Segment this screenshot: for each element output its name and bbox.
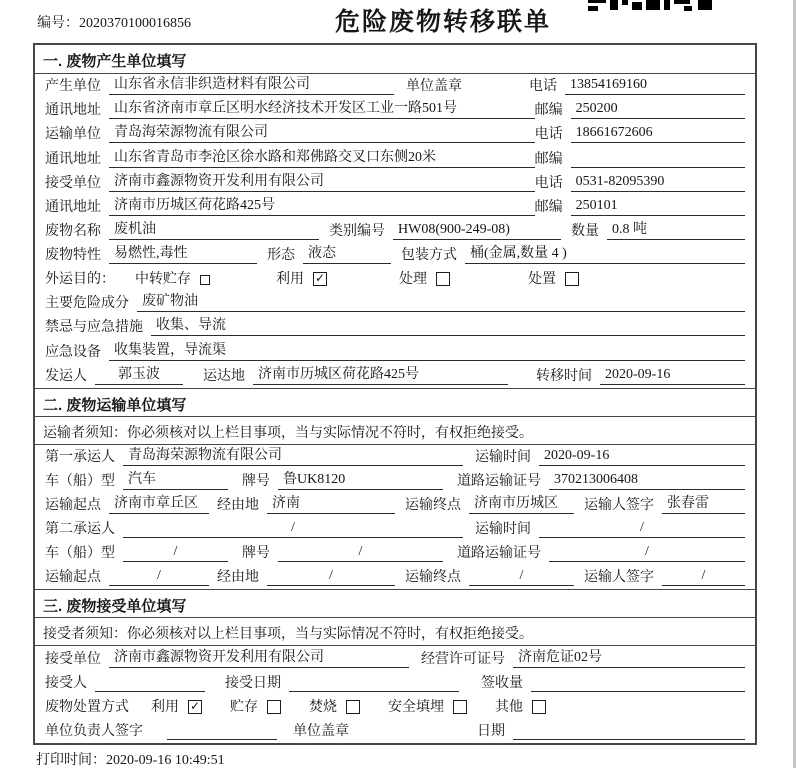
carrier2-signature-label: 运输人签字 (584, 570, 654, 586)
responsible-signature-value (167, 720, 277, 740)
disposal-option-label: 安全填埋 (388, 699, 444, 715)
producer-unit-value: 山东省永信非织造材料有限公司 (109, 75, 394, 95)
acceptor-value (95, 672, 205, 692)
license-label: 经营许可证号 (421, 651, 505, 667)
receiver-unit-value: 济南市鑫源物资开发利用有限公司 (109, 172, 535, 192)
checkbox-disposal-other (532, 700, 546, 714)
road-permit-label: 道路运输证号 (457, 473, 541, 489)
row-taboo-measures (35, 315, 755, 339)
row-acceptor (35, 671, 755, 695)
waste-name-label: 废物名称 (45, 223, 101, 239)
row-second-carrier (35, 517, 755, 541)
print-time-value: 2020-09-16 10:49:51 (106, 753, 225, 768)
responsible-signature-label: 单位负责人签字 (45, 723, 143, 739)
checkbox-disposal-landfill (453, 700, 467, 714)
section2-header: 二. 废物运输单位填写 (35, 388, 755, 417)
waste-traits-label: 废物特性 (45, 248, 101, 263)
producer-unit-label: 产生单位 (45, 79, 101, 95)
serial-label: 编号： (37, 16, 79, 31)
transport-time2-value: / (539, 518, 745, 538)
receiver-address-value: 济南市历城区荷花路425号 (109, 196, 535, 216)
row-waste-traits (35, 243, 755, 267)
receiver-address-label: 通讯地址 (45, 199, 101, 215)
transport-unit-label: 运输单位 (45, 127, 101, 143)
disposal-option-label: 贮存 (230, 699, 258, 715)
transport-time2-label: 运输时间 (475, 522, 531, 538)
sign-date-label: 日期 (477, 723, 505, 739)
receiver-zip-value: 250101 (571, 196, 745, 216)
second-carrier-value: / (123, 518, 463, 538)
plate-label: 牌号 (242, 473, 270, 489)
row-main-hazard (35, 291, 755, 315)
route2-via-label: 经由地 (217, 570, 259, 586)
disposal-option-other (495, 696, 546, 716)
vehicle-type-value: 汽车 (123, 470, 228, 490)
quantity-value: 0.8 吨 (607, 220, 745, 240)
producer-address-value: 山东省济南市章丘区明水经济技术开发区工业一路501号 (109, 99, 535, 119)
receiver-phone-value: 0531-82095390 (571, 172, 745, 192)
vehicle-type2-value: / (123, 542, 228, 562)
disposal-option-label: 其他 (495, 699, 523, 715)
purpose-option-label: 中转贮存 (135, 272, 191, 288)
transfer-time-label: 转移时间 (536, 368, 592, 384)
carrier-signature-label: 运输人签字 (584, 498, 654, 513)
waste-traits-value: 易燃性,毒性 (109, 244, 257, 264)
transport-address-value: 山东省青岛市李沧区徐水路和郑佛路交叉口东侧20米 (109, 148, 535, 168)
route-end-label: 运输终点 (405, 498, 461, 513)
receiver-phone-label: 电话 (534, 175, 563, 191)
checkbox-disposal-store (267, 700, 281, 714)
license-value: 济南危证02号 (513, 648, 745, 668)
unit-seal2-label: 单位盖章 (293, 723, 349, 739)
dispatcher-value: 郭玉波 (95, 365, 183, 385)
producer-phone-value: 13854169160 (565, 75, 745, 95)
main-hazard-label: 主要危险成分 (45, 296, 129, 312)
section3-header: 三. 废物接受单位填写 (35, 589, 755, 618)
sign-date-value (513, 720, 745, 740)
producer-phone-label: 电话 (529, 79, 557, 95)
purpose-option-label: 利用 (276, 272, 304, 288)
transporter-notice: 运输者须知：你必须核对以上栏目事项，当与实际情况不符时，有权拒绝接受。 (35, 417, 755, 445)
row-responsible-signature (35, 719, 755, 743)
main-hazard-value: 废矿物油 (137, 292, 745, 312)
plate-value: 鲁UK8120 (278, 470, 443, 490)
receiver-unit-label: 接受单位 (45, 175, 101, 191)
transport-time-value: 2020-09-16 (539, 446, 745, 466)
row-receiver-unit (35, 171, 755, 195)
checkbox-treat (436, 272, 450, 286)
accept-date-value (289, 672, 459, 692)
unit-seal-label: 单位盖章 (406, 79, 462, 95)
signed-quantity-label: 签收量 (481, 675, 523, 691)
purpose-option-label: 处置 (528, 272, 556, 288)
outbound-purpose-label: 外运目的： (45, 272, 115, 288)
producer-zip-value: 250200 (571, 99, 745, 119)
category-code-value: HW08(900-249-08) (393, 220, 561, 240)
producer-zip-label: 邮编 (534, 103, 563, 119)
qr-code-fragment (588, 0, 714, 12)
accepting-unit-label: 接受单位 (45, 651, 101, 667)
second-carrier-label: 第二承运人 (45, 522, 115, 538)
print-time (36, 749, 225, 768)
emergency-equipment-value: 收集装置，导流渠 (109, 341, 745, 361)
accept-date-label: 接受日期 (225, 675, 281, 691)
waste-form-label: 形态 (267, 248, 295, 263)
receiver-notice: 接受者须知：你必须核对以上栏目事项，当与实际情况不符时，有权拒绝接受。 (35, 618, 755, 646)
row-emergency-equipment (35, 339, 755, 363)
checkbox-transfer-storage (200, 275, 210, 285)
checkbox-dispose (565, 272, 579, 286)
route2-end-label: 运输终点 (405, 570, 461, 586)
purpose-option-label: 处理 (399, 272, 427, 288)
packaging-value: 桶(金属,数量 4 ) (465, 244, 745, 264)
checkbox-disposal-utilize: ✓ (189, 698, 201, 713)
disposal-option-incinerate (309, 696, 360, 716)
page-title: 危险废物转移联单 (334, 8, 552, 36)
transport-time-label: 运输时间 (475, 449, 531, 465)
row-producer-unit (35, 74, 755, 98)
route-via-label: 经由地 (217, 498, 259, 513)
carrier-signature-value: 张春雷 (662, 494, 745, 514)
purpose-option-transfer-storage (135, 268, 210, 288)
row-vehicle-2 (35, 541, 755, 565)
road-permit2-label: 道路运输证号 (457, 546, 541, 562)
plate2-label: 牌号 (242, 546, 270, 562)
print-time-label: 打印时间： (36, 753, 106, 768)
dispatcher-label: 发运人 (45, 368, 87, 384)
row-producer-address (35, 98, 755, 122)
receiver-zip-label: 邮编 (534, 199, 563, 215)
row-accepting-unit (35, 646, 755, 670)
transport-phone-label: 电话 (534, 127, 563, 143)
vehicle-type2-label: 车（船）型 (45, 546, 115, 562)
vehicle-type-label: 车（船）型 (45, 473, 115, 489)
producer-address-label: 通讯地址 (45, 103, 101, 119)
plate2-value: / (278, 542, 443, 562)
quantity-label: 数量 (571, 223, 599, 239)
packaging-label: 包装方式 (401, 248, 457, 263)
serial-number (37, 12, 191, 32)
route2-start-value: / (109, 566, 209, 586)
waste-form-value: 液态 (303, 244, 391, 264)
taboo-measures-value: 收集、导流 (151, 316, 745, 336)
serial-value: 2020370100016856 (79, 16, 191, 31)
section1-header: 一. 废物产生单位填写 (35, 45, 755, 74)
row-vehicle-1 (35, 469, 755, 493)
taboo-measures-label: 禁忌与应急措施 (45, 320, 143, 336)
transport-unit-value: 青岛海荣源物流有限公司 (109, 123, 535, 143)
acceptor-label: 接受人 (45, 675, 87, 691)
row-transport-unit (35, 122, 755, 146)
checkbox-disposal-incinerate (346, 700, 360, 714)
purpose-option-treat (399, 268, 450, 288)
row-route-2 (35, 565, 755, 589)
row-waste-name (35, 219, 755, 243)
signed-quantity-value (531, 672, 745, 692)
route2-start-label: 运输起点 (45, 570, 101, 586)
transport-address-label: 通讯地址 (45, 151, 101, 167)
row-dispatcher (35, 364, 755, 388)
transfer-form-table (33, 43, 757, 745)
disposal-option-landfill (388, 696, 467, 716)
accepting-unit-value: 济南市鑫源物资开发利用有限公司 (109, 648, 409, 668)
row-receiver-address (35, 195, 755, 219)
checkbox-utilize: ✓ (314, 271, 326, 286)
waste-name-value: 废机油 (109, 220, 319, 240)
road-permit2-value: / (549, 542, 745, 562)
transport-zip-label: 邮编 (534, 151, 563, 167)
disposal-option-store (230, 696, 281, 716)
row-disposal-method (35, 695, 755, 719)
first-carrier-value: 青岛海荣源物流有限公司 (123, 446, 463, 466)
transport-phone-value: 18661672606 (571, 123, 745, 143)
first-carrier-label: 第一承运人 (45, 449, 115, 465)
purpose-option-utilize (276, 268, 327, 288)
row-outbound-purpose (35, 267, 755, 291)
destination-label: 运达地 (203, 368, 245, 384)
carrier2-signature-value: / (662, 566, 745, 586)
route2-end-value: / (469, 566, 574, 586)
transfer-time-value: 2020-09-16 (600, 365, 745, 385)
row-route-1 (35, 493, 755, 517)
route2-via-value: / (267, 566, 395, 586)
road-permit-value: 370213006408 (549, 470, 745, 490)
disposal-option-utilize (151, 696, 202, 716)
transport-zip-value (571, 148, 745, 168)
purpose-option-dispose (528, 268, 579, 288)
route-via-value: 济南 (267, 494, 395, 514)
category-code-label: 类别编号 (329, 223, 385, 239)
disposal-option-label: 焚烧 (309, 699, 337, 715)
route-start-value: 济南市章丘区 (109, 494, 209, 514)
disposal-method-label: 废物处置方式 (45, 699, 129, 715)
route-end-value: 济南市历城区 (469, 494, 574, 514)
route-start-label: 运输起点 (45, 498, 101, 513)
row-transport-address (35, 146, 755, 170)
emergency-equipment-label: 应急设备 (45, 344, 101, 360)
row-first-carrier (35, 445, 755, 469)
destination-value: 济南市历城区荷花路425号 (253, 365, 508, 385)
disposal-option-label: 利用 (151, 699, 179, 715)
